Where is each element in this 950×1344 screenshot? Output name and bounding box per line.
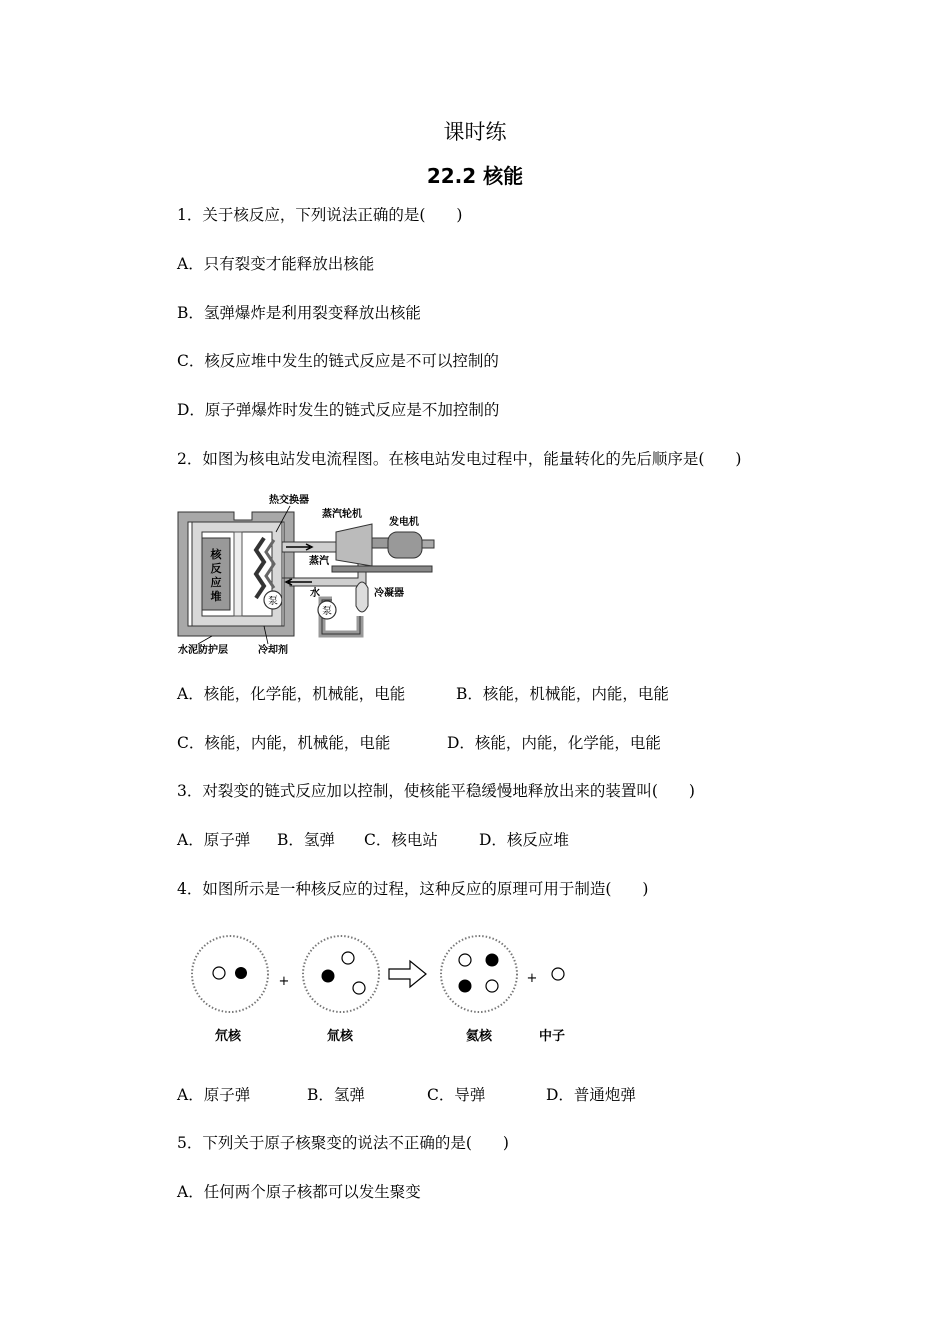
- proton-particle: [459, 980, 472, 993]
- helium-label: 氦核: [465, 1029, 493, 1044]
- steam-label: 蒸汽: [309, 556, 329, 567]
- concrete-shield-label: 水泥防护层: [178, 645, 228, 656]
- question-1-option-d: D．原子弹爆炸时发生的链式反应是不加控制的: [177, 401, 500, 419]
- condenser-label: 冷凝器: [374, 588, 404, 599]
- question-2-option-a: A．核能，化学能，机械能，电能: [177, 685, 406, 703]
- neutron-particle: [342, 952, 354, 964]
- nuclear-power-plant-diagram: [172, 488, 452, 658]
- neutron-label: 中子: [538, 1029, 566, 1044]
- question-5-stem: 5．下列关于原子核聚变的说法不正确的是( ): [177, 1134, 509, 1152]
- reaction-arrow-icon: [389, 961, 426, 987]
- primary-pump-label: 泵: [268, 596, 278, 607]
- water-label: 水: [310, 588, 320, 599]
- machine-base: [332, 566, 432, 572]
- secondary-pump-label: 泵: [322, 606, 332, 617]
- question-3-option-b: B．氢弹: [277, 831, 335, 849]
- question-3-options: [177, 828, 677, 850]
- question-1-option-b: B．氢弹爆炸是利用裂变释放出核能: [177, 304, 421, 322]
- question-3-option-c: C．核电站: [364, 831, 438, 849]
- heat-exchanger-label: 热交换器: [269, 495, 309, 506]
- question-4-option-c: C．导弹: [427, 1086, 486, 1104]
- proton-particle: [322, 970, 335, 983]
- proton-particle: [235, 967, 247, 979]
- section-title: 22.2 核能: [426, 164, 524, 188]
- plus-sign: +: [526, 971, 538, 986]
- generator-label: 发电机: [389, 517, 419, 528]
- question-2-option-d: D．核能，内能，化学能，电能: [447, 734, 661, 752]
- question-2-options-row-2: [177, 731, 777, 753]
- question-1-option-c: C．核反应堆中发生的链式反应是不可以控制的: [177, 352, 499, 370]
- page-title: 课时练: [443, 120, 507, 144]
- deuterium-label: 氘核: [214, 1029, 242, 1044]
- deuterium-nucleus: [192, 936, 268, 1012]
- reactor-label-1: 核: [210, 548, 222, 561]
- question-3-stem: 3．对裂变的链式反应加以控制，使核能平稳缓慢地释放出来的装置叫( ): [177, 782, 695, 800]
- steam-turbine: [336, 524, 372, 566]
- question-2-options-row-1: [177, 682, 777, 704]
- free-neutron: [552, 968, 564, 980]
- question-4-option-d: D．普通炮弹: [546, 1086, 636, 1104]
- fusion-reaction-diagram: [180, 930, 600, 1050]
- control-rods: [234, 532, 242, 616]
- plus-sign: +: [278, 974, 290, 989]
- question-3-option-a: A．原子弹: [177, 831, 251, 849]
- turbine-label: 蒸汽轮机: [322, 509, 362, 520]
- question-4-stem: 4．如图所示是一种核反应的过程，这种反应的原理可用于制造( ): [177, 880, 649, 898]
- generator: [388, 532, 422, 558]
- tritium-label: 氚核: [326, 1029, 354, 1044]
- neutron-particle: [459, 954, 471, 966]
- coolant-label: 冷却剂: [258, 645, 288, 656]
- turbine-shaft: [372, 538, 390, 548]
- question-1-stem: 1．关于核反应，下列说法正确的是( ): [177, 206, 463, 224]
- neutron-particle: [213, 967, 225, 979]
- reactor-label-4: 堆: [210, 590, 222, 603]
- tritium-nucleus: [303, 936, 379, 1012]
- question-4-option-a: A．原子弹: [177, 1086, 251, 1104]
- question-3-option-d: D．核反应堆: [479, 831, 569, 849]
- reactor-label-3: 应: [210, 576, 222, 589]
- condenser: [356, 582, 368, 612]
- heat-exchanger-coil: [256, 538, 264, 598]
- question-4-option-b: B．氢弹: [307, 1086, 365, 1104]
- proton-particle: [486, 954, 499, 967]
- question-5-option-a: A．任何两个原子核都可以发生聚变: [177, 1183, 421, 1201]
- helium-nucleus: [441, 936, 517, 1012]
- question-2-stem: 2．如图为核电站发电流程图。在核电站发电过程中，能量转化的先后顺序是( ): [177, 450, 742, 468]
- question-2-option-b: B．核能，机械能，内能，电能: [456, 685, 669, 703]
- reactor-label-2: 反: [210, 562, 222, 575]
- question-4-options: [177, 1083, 697, 1105]
- question-2-option-c: C．核能，内能，机械能，电能: [177, 734, 391, 752]
- neutron-particle: [486, 980, 498, 992]
- neutron-particle: [353, 982, 365, 994]
- question-1-option-a: A．只有裂变才能释放出核能: [177, 255, 375, 273]
